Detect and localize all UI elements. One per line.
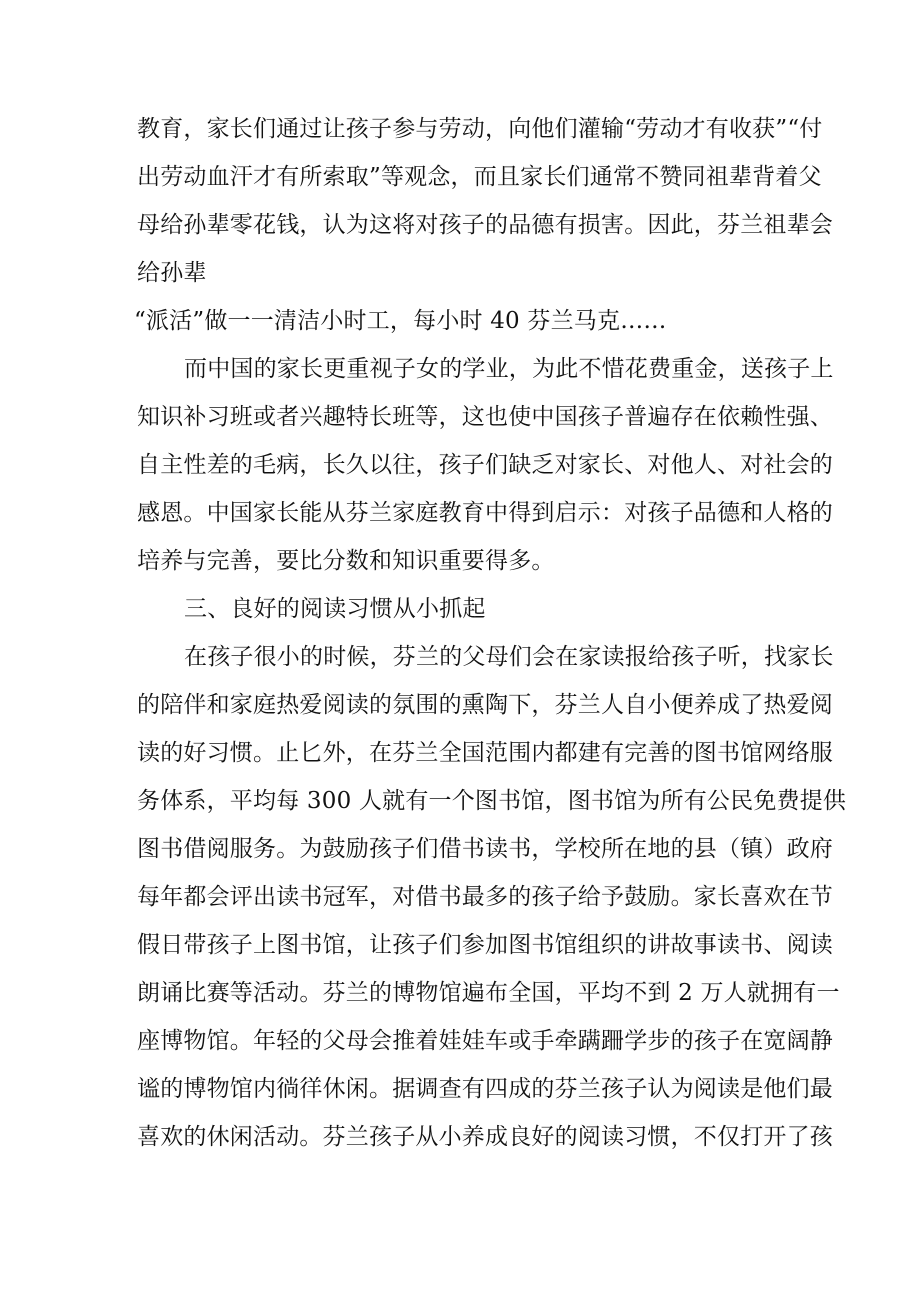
text-line: 出劳动血汗才有所索取”等观念，而且家长们通常不赞同祖辈背着父 xyxy=(137,164,822,190)
text-line: 知识补习班或者兴趣特长班等，这也使中国孩子普遍存在依赖性强、 xyxy=(137,404,833,430)
text-line: 教育，家长们通过让孩子参与劳动，向他们灌输“劳动才有收获”“付 xyxy=(137,116,823,142)
text-line: 给孙辈 xyxy=(137,260,207,286)
text-line: 读的好习惯。止匕外，在芬兰全国范围内都建有完善的图书馆网络服 xyxy=(137,740,833,766)
text-line: 的陪伴和家庭热爱阅读的氛围的熏陶下，芬兰人自小便养成了热爱阅 xyxy=(137,692,833,718)
text-line: 务体系，平均每 300 人就有一个图书馆，图书馆为所有公民免费提供 xyxy=(137,788,847,814)
text-line: 图书借阅服务。为鼓励孩子们借书读书，学校所在地的县（镇）政府 xyxy=(137,836,833,862)
text-line: 母给孙辈零花钱，认为这将对孩子的品德有损害。因此，芬兰祖辈会 xyxy=(137,212,833,238)
paragraph-start-line: 在孩子很小的时候，芬兰的父母们会在家读报给孩子听，找家长 xyxy=(184,644,834,670)
text-line: 谧的博物馆内徜徉休闲。据调查有四成的芬兰孩子认为阅读是他们最 xyxy=(137,1076,833,1102)
text-line: 感恩。中国家长能从芬兰家庭教育中得到启示：对孩子品德和人格的 xyxy=(137,500,833,526)
text-line: 自主性差的毛病，长久以往，孩子们缺乏对家长、对他人、对社会的 xyxy=(137,452,833,478)
text-line: 假日带孩子上图书馆，让孩子们参加图书馆组织的讲故事读书、阅读 xyxy=(137,932,833,958)
text-line: 每年都会评出读书冠军，对借书最多的孩子给予鼓励。家长喜欢在节 xyxy=(137,884,833,910)
text-line: 培养与完善，要比分数和知识重要得多。 xyxy=(137,548,555,574)
text-line: 朗诵比赛等活动。芬兰的博物馆遍布全国，平均不到 2 万人就拥有一 xyxy=(137,980,840,1006)
text-line: 座博物馆。年轻的父母会推着娃娃车或手牵蹒跚学步的孩子在宽阔静 xyxy=(137,1028,833,1054)
paragraph-start-line: 而中国的家长更重视子女的学业，为此不惜花费重金，送孩子上 xyxy=(184,356,834,382)
text-line: “派活”做一一清洁小时工，每小时 40 芬兰马克…… xyxy=(134,308,667,334)
text-line: 喜欢的休闲活动。芬兰孩子从小养成良好的阅读习惯，不仅打开了孩 xyxy=(137,1124,833,1150)
section-heading: 三、良好的阅读习惯从小抓起 xyxy=(184,596,486,622)
